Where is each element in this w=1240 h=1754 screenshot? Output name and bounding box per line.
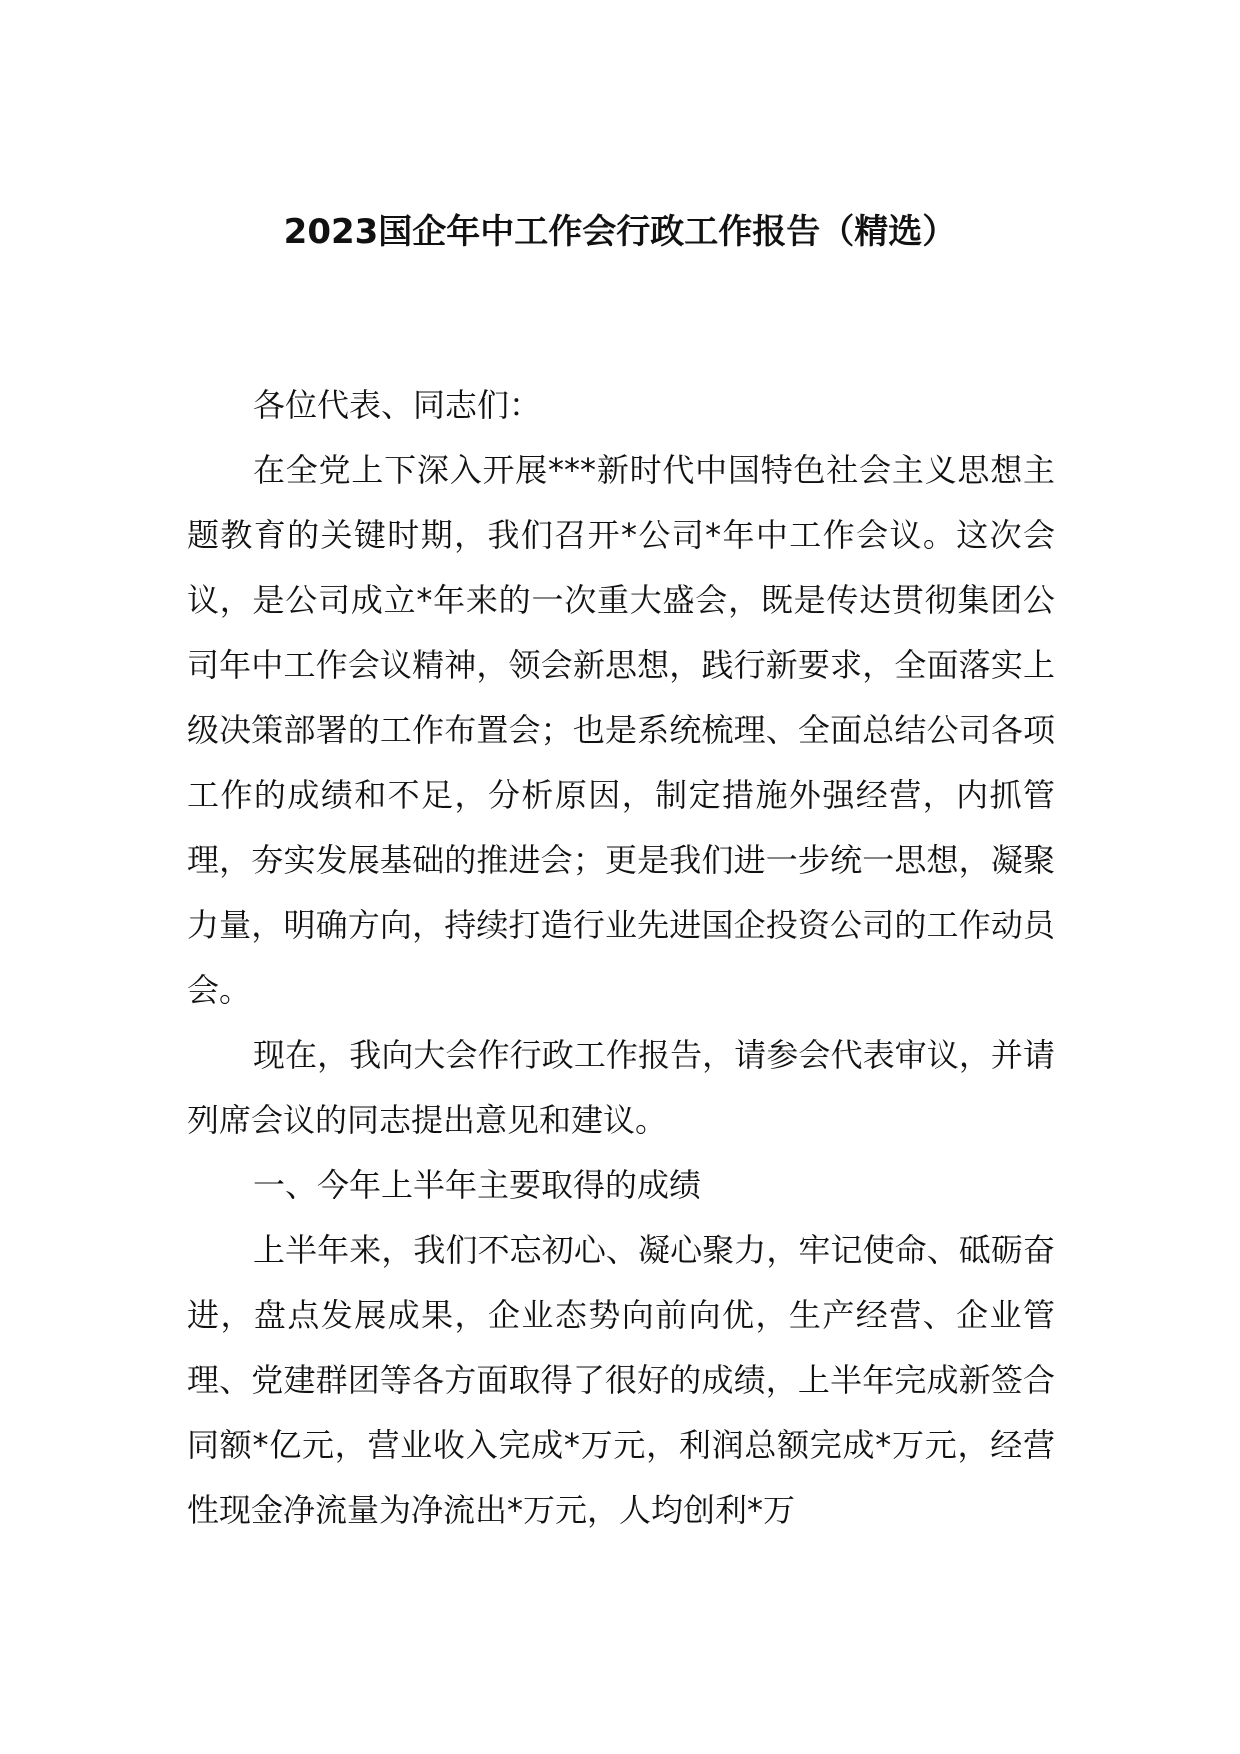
document-body (187, 373, 1055, 1543)
report-purpose-paragraph: 现在，我向大会作行政工作报告，请参会代表审议，并请列席会议的同志提出意见和建议。 (187, 1036, 1055, 1139)
section-heading: 一、今年上半年主要取得的成绩 (253, 1166, 702, 1204)
document-title: 2023国企年中工作会行政工作报告（精选） (283, 212, 957, 252)
achievements-paragraph: 上半年来，我们不忘初心、凝心聚力，牢记使命、砥砺奋进，盘点发展成果，企业态势向前向优，生产经营、企业管理、党建群团等各方面取得了很好的成绩，上半年完成新签合同额*亿元，营业收入完成*万元，利润总额完成*万元，经营性现金净流量为净流出*万元，人均创利*万 (187, 1231, 1055, 1529)
intro-paragraph: 在全党上下深入开展***新时代中国特色社会主义思想主题教育的关键时期，我们召开*公司*年中工作会议。这次会议，是公司成立*年来的一次重大盛会，既是传达贯彻集团公司年中工作会议精神，领会新思想，践行新要求，全面落实上级决策部署的工作布置会；也是系统梳理、全面总结公司各项工作的成绩和不足，分析原因，制定措施外强经营，内抓管理，夯实发展基础的推进会；更是我们进一步统一思想，凝聚力量，明确方向，持续打造行业先进国企投资公司的工作动员会。 (187, 451, 1055, 1009)
salutation-paragraph: 各位代表、同志们： (253, 386, 542, 424)
